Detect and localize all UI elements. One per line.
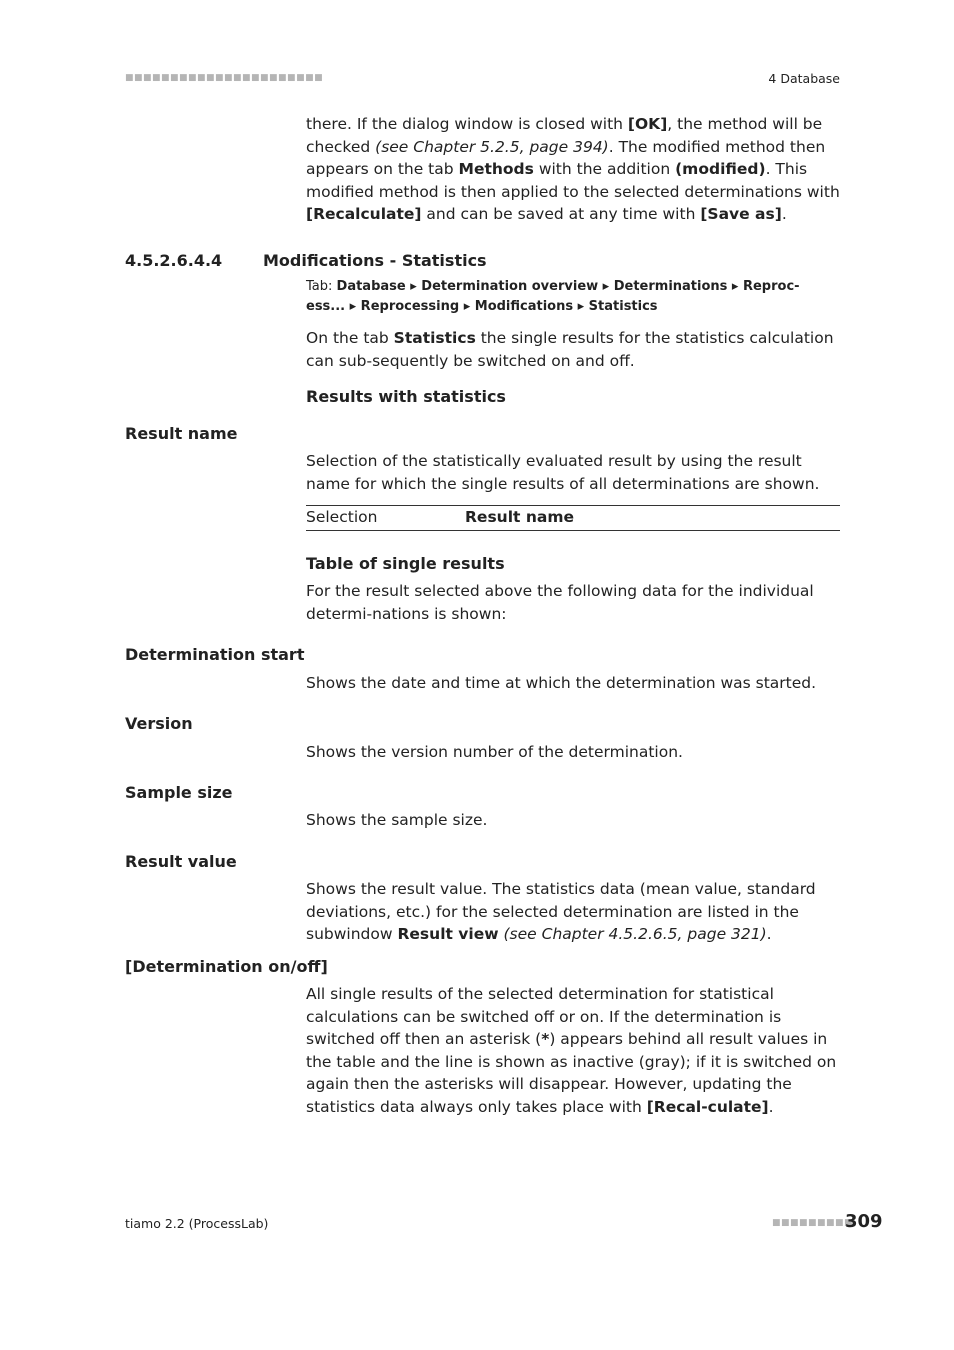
- term-version: Version: [125, 714, 193, 733]
- selection-value: Result name: [465, 508, 574, 526]
- term-result-value: Result value: [125, 852, 237, 871]
- table-description: For the result selected above the following data for the individual determi-nations is shown:: [306, 582, 814, 623]
- selection-label: Selection: [306, 508, 378, 526]
- tab-path: Tab: Database ▸ Determination overview ▸ Determinations ▸ Reproc- ess... ▸ Reprocessing ▸ Modifications ▸ Statistics: [306, 279, 800, 314]
- term-result-name: Result name: [125, 424, 238, 443]
- result-name-description: Selection of the statistically evaluated result by using the result name for which the single results of all determinations are shown.: [306, 452, 820, 493]
- header-marker: ■■■■■■■■■■■■■■■■■■■■■■: [125, 73, 324, 83]
- chapter-title: 4 Database: [768, 71, 840, 86]
- result-value-description: Shows the result value. The statistics data (mean value, standard deviations, etc.) for the selected determination are listed in the subwindow Result view (see Chapter 4.5.2.6.5, page 321).: [306, 880, 816, 944]
- ok-button-ref: [OK]: [627, 115, 668, 133]
- page-number: 309: [845, 1211, 883, 1232]
- selection-table: [306, 505, 840, 531]
- term-determination-start: Determination start: [125, 645, 305, 664]
- section-number: 4.5.2.6.4.4: [125, 251, 223, 270]
- table-heading: Table of single results: [306, 554, 505, 573]
- chapter-reference: (see Chapter 5.2.5, page 394): [375, 137, 609, 156]
- section-title: Modifications - Statistics: [263, 251, 487, 270]
- intro-paragraph: there. If the dialog window is closed with [OK], the method will be checked (see Chapter 5.2.5, page 394). The modified method then appears on the tab Methods with the addition (modified). This modified method is then applied to the selected determinations with [Recalculate] and can be saved at any time with [Save as].: [306, 115, 840, 224]
- chapter-reference: (see Chapter 4.5.2.6.5, page 321): [503, 925, 767, 944]
- sample-size-description: Shows the sample size.: [306, 811, 488, 829]
- results-heading: Results with statistics: [306, 387, 506, 406]
- statistics-description: On the tab Statistics the single results for the statistics calculation can sub-sequently be switched on and off.: [306, 329, 834, 370]
- version-description: Shows the version number of the determination.: [306, 743, 683, 761]
- term-sample-size: Sample size: [125, 783, 233, 802]
- determination-start-description: Shows the date and time at which the determination was started.: [306, 674, 817, 692]
- footer-marker: ■■■■■■■■■: [772, 1218, 854, 1228]
- footer-product: tiamo 2.2 (ProcessLab): [125, 1216, 269, 1231]
- term-determination-on-off: [Determination on/off]: [125, 957, 328, 976]
- determination-on-off-description: All single results of the selected determination for statistical calculations can be switched off or on. If the determination is switched off then an asterisk (*) appears behind all result values in the table and the line is shown as inactive (gray); if it is switched on again then the asterisks will disappear. However, updating the statistics data always only takes place with [Recal-culate].: [306, 985, 837, 1116]
